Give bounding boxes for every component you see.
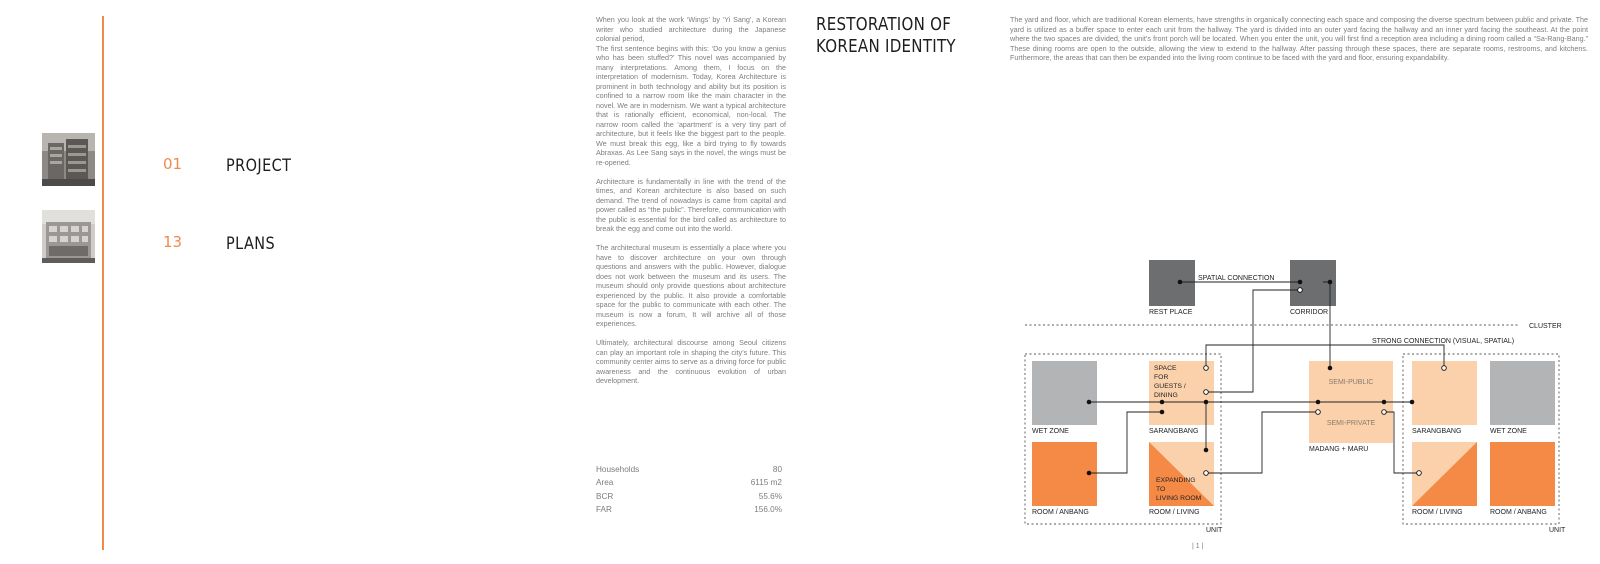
essay-paragraph: The first sentence begins with this: ‘Do you know a genius who has been stuffed?’ This novel was accompanied by many interpretations. Among them, I focus on the interpretation of modernism. Today, Korea Architecture is prominent in both technology and ability but its position is confined to a narrow room like the main character in the novel. We are in modernism. We want a typical architecture that is rationally efficient, economical, non-local. The narrow room called the ‘apartment’ is a very tiny part of architecture, but it feels like the biggest part to the people. We must break this egg, like a bird trying to fly towards Abraxas. As Lee Sang says in the novel, the wings must be re-opened. [596,43,786,167]
stat-value: 6115 m2 [750,478,782,488]
stat-value: 80 [772,465,782,474]
semi-private-label: SEMI-PRIVATE [1326,420,1376,427]
room-anbang-left-label: ROOM / ANBANG [1032,509,1089,516]
strong-connection-label: STRONG CONNECTION (VISUAL, SPATIAL) [1372,338,1515,345]
essay-paragraph: When you look at the work ‘Wings’ by ‘Yi Sang’, a Korean writer who studied architecture during the Japanese colonial period, [596,15,786,43]
essay-paragraph: The architectural museum is essentially a place where you have to discover architecture on your own through questions and answers with the public. However, dialogue does not work between the museum and its users. The museum should only provide questions about architecture experienced by the public. It also provide a comfortable space for the public to communicate with each other. The museum is now a forum, It will archive all of those experiences. [596,243,786,328]
rest-place-box [1149,260,1195,306]
essay-paragraph: Architecture is fundamentally in line with the trend of the times, and Korean architecture is also based on such demand. The trend of nowadays is came from capital and power called as “the public”. Therefore, communication with the public is essential for the bird called as architecture to break the egg and come out into the world. [596,176,786,233]
wet-zone-right-label: WET ZONE [1490,428,1527,435]
semi-public-label: SEMI-PUBLIC [1328,379,1374,386]
essay-paragraph: Ultimately, architectural discourse among Seoul citizens can play an important role in shaping the city’s future. This community center aims to serve as a driving force for public awareness and the continuous evolution of urban development. [596,338,786,385]
sarangbang-left-label: SARANGBANG [1149,428,1199,435]
rest-place-label: REST PLACE [1149,309,1193,316]
toc-item-project[interactable]: PROJECT [226,156,292,176]
toc-item-plans[interactable]: PLANS [226,234,276,254]
expanding-label: EXPANDING TO LIVING ROOM [1156,477,1202,502]
stat-label: FAR [596,505,612,515]
wet-zone-right-box [1490,361,1555,425]
stat-label: BCR [596,491,614,501]
stat-value: 55.6% [758,491,782,501]
room-living-left-label: ROOM / LIVING [1149,509,1200,516]
sarangbang-right-label: SARANGBANG [1412,428,1462,435]
space-for-guests-label: SPACE FOR GUESTS / DINING [1154,365,1186,399]
stat-label: Households [596,465,640,474]
stat-value: 156.0% [754,505,782,515]
wet-zone-left-label: WET ZONE [1032,428,1069,435]
toc-number-project: 01 [163,155,183,173]
cluster-label: CLUSTER [1529,323,1562,330]
corridor-label: CORRIDOR [1290,309,1329,316]
section-title-line: KOREAN IDENTITY [816,36,956,57]
stat-label: Area [596,478,614,488]
unit-label-right: UNIT [1549,527,1566,534]
unit-label-left: UNIT [1206,527,1223,534]
spatial-connection-label: SPATIAL CONNECTION [1198,275,1275,282]
page-number: | 1 | [1192,543,1204,550]
room-anbang-right-label: ROOM / ANBANG [1490,509,1547,516]
madang-maru-label: MADANG + MARU [1309,446,1369,453]
section-title-line: RESTORATION OF [816,15,952,35]
toc-number-plans: 13 [163,233,183,251]
section-paragraph: The yard and floor, which are traditional Korean elements, have strengths in organically connecting each space and composing the diverse spectrum between public and private. The yard is utilized as a buffer space to enter each unit from the hallway. The yard is divided into an outer yard facing the hallway and an inner yard facing the southeast. At the point where the two spaces are divided, the unit’s front porch will be located. When you enter the unit, you will first find a reception area including a dining room called a “Sa-Rang-Bang.” These dining rooms are open to the outside, allowing the view to extend to the hallway. After passing through these spaces, there are separate rooms, restrooms, and kitchens. Furthermore, the areas that can then be expanded into the living room continue to be faced with the yard and floor, ensuring expandability. [1010,15,1588,63]
wet-zone-left-box [1032,361,1097,425]
room-living-right-label: ROOM / LIVING [1412,509,1463,516]
room-anbang-right-box [1490,442,1555,506]
